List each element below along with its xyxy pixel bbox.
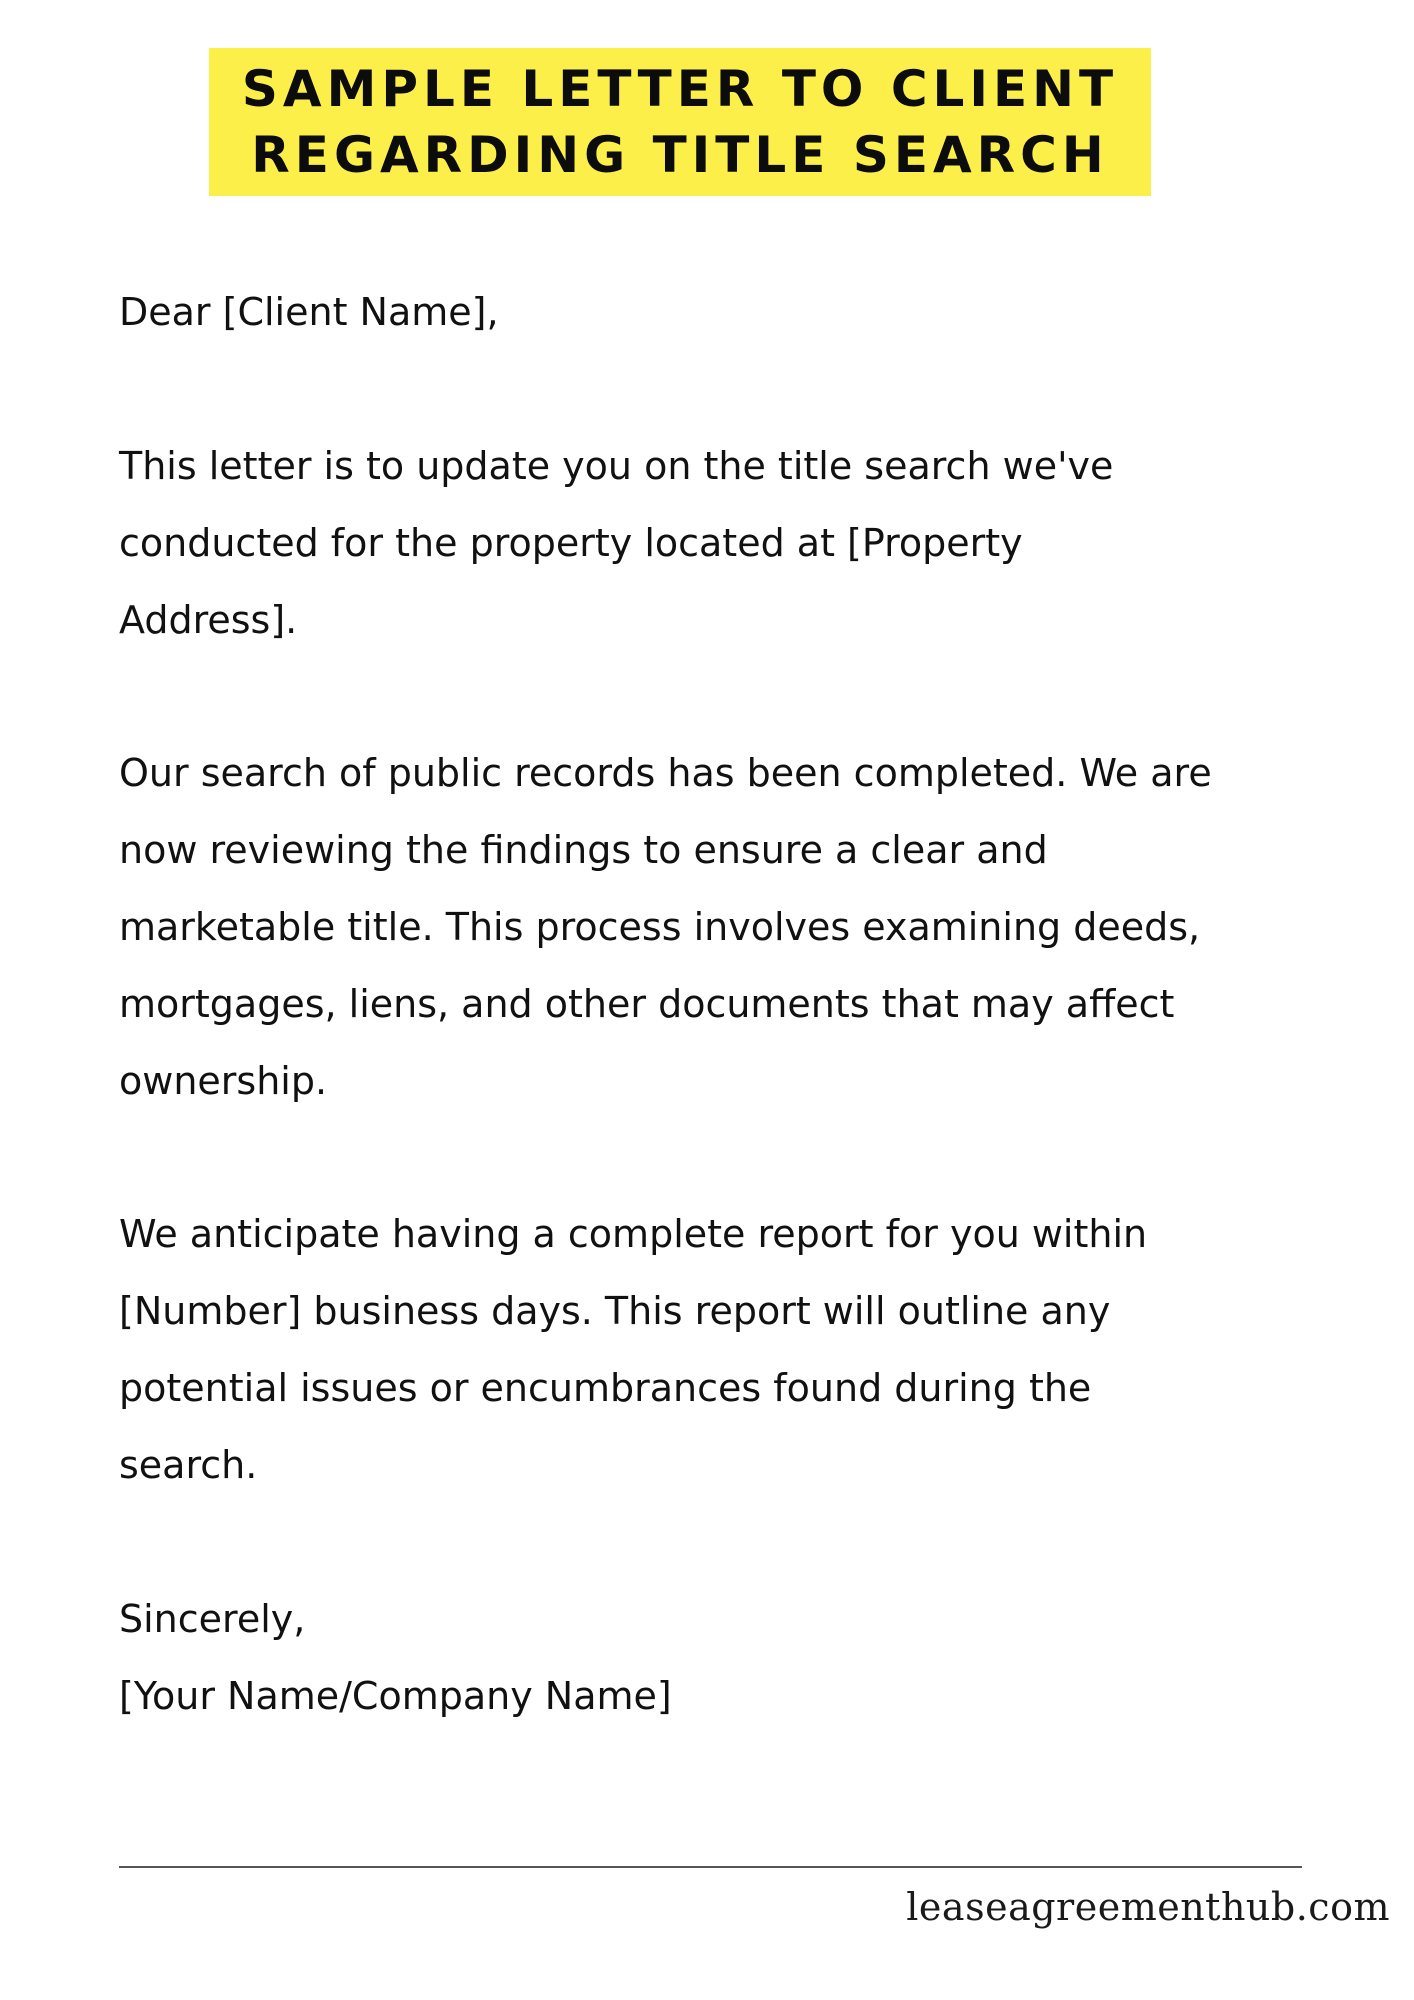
footer-website: leaseagreementhub.com <box>906 1885 1390 1929</box>
paragraph-1-line-2: conducted for the property located at [Property <box>119 521 1023 565</box>
document-title <box>209 48 1151 196</box>
salutation: Dear [Client Name], <box>119 290 499 334</box>
paragraph-3-line-3: potential issues or encumbrances found during the <box>119 1366 1092 1410</box>
paragraph-2-line-3: marketable title. This process involves examining deeds, <box>119 905 1201 949</box>
title-line-2: REGARDING TITLE SEARCH <box>251 126 1109 184</box>
paragraph-2-line-5: ownership. <box>119 1059 328 1103</box>
paragraph-3-line-1: We anticipate having a complete report for you within <box>119 1212 1148 1256</box>
signature: [Your Name/Company Name] <box>119 1674 672 1718</box>
closing: Sincerely, <box>119 1597 306 1641</box>
paragraph-2-line-1: Our search of public records has been completed. We are <box>119 751 1212 795</box>
paragraph-2-line-4: mortgages, liens, and other documents that may affect <box>119 982 1175 1026</box>
paragraph-1-line-3: Address]. <box>119 598 298 642</box>
paragraph-3-line-4: search. <box>119 1443 258 1487</box>
title-line-1: SAMPLE LETTER TO CLIENT <box>241 60 1119 118</box>
paragraph-2-line-2: now reviewing the findings to ensure a clear and <box>119 828 1048 872</box>
paragraph-1-line-1: This letter is to update you on the title search we've <box>119 444 1114 488</box>
footer-divider <box>119 1866 1302 1868</box>
paragraph-3-line-2: [Number] business days. This report will outline any <box>119 1289 1111 1333</box>
